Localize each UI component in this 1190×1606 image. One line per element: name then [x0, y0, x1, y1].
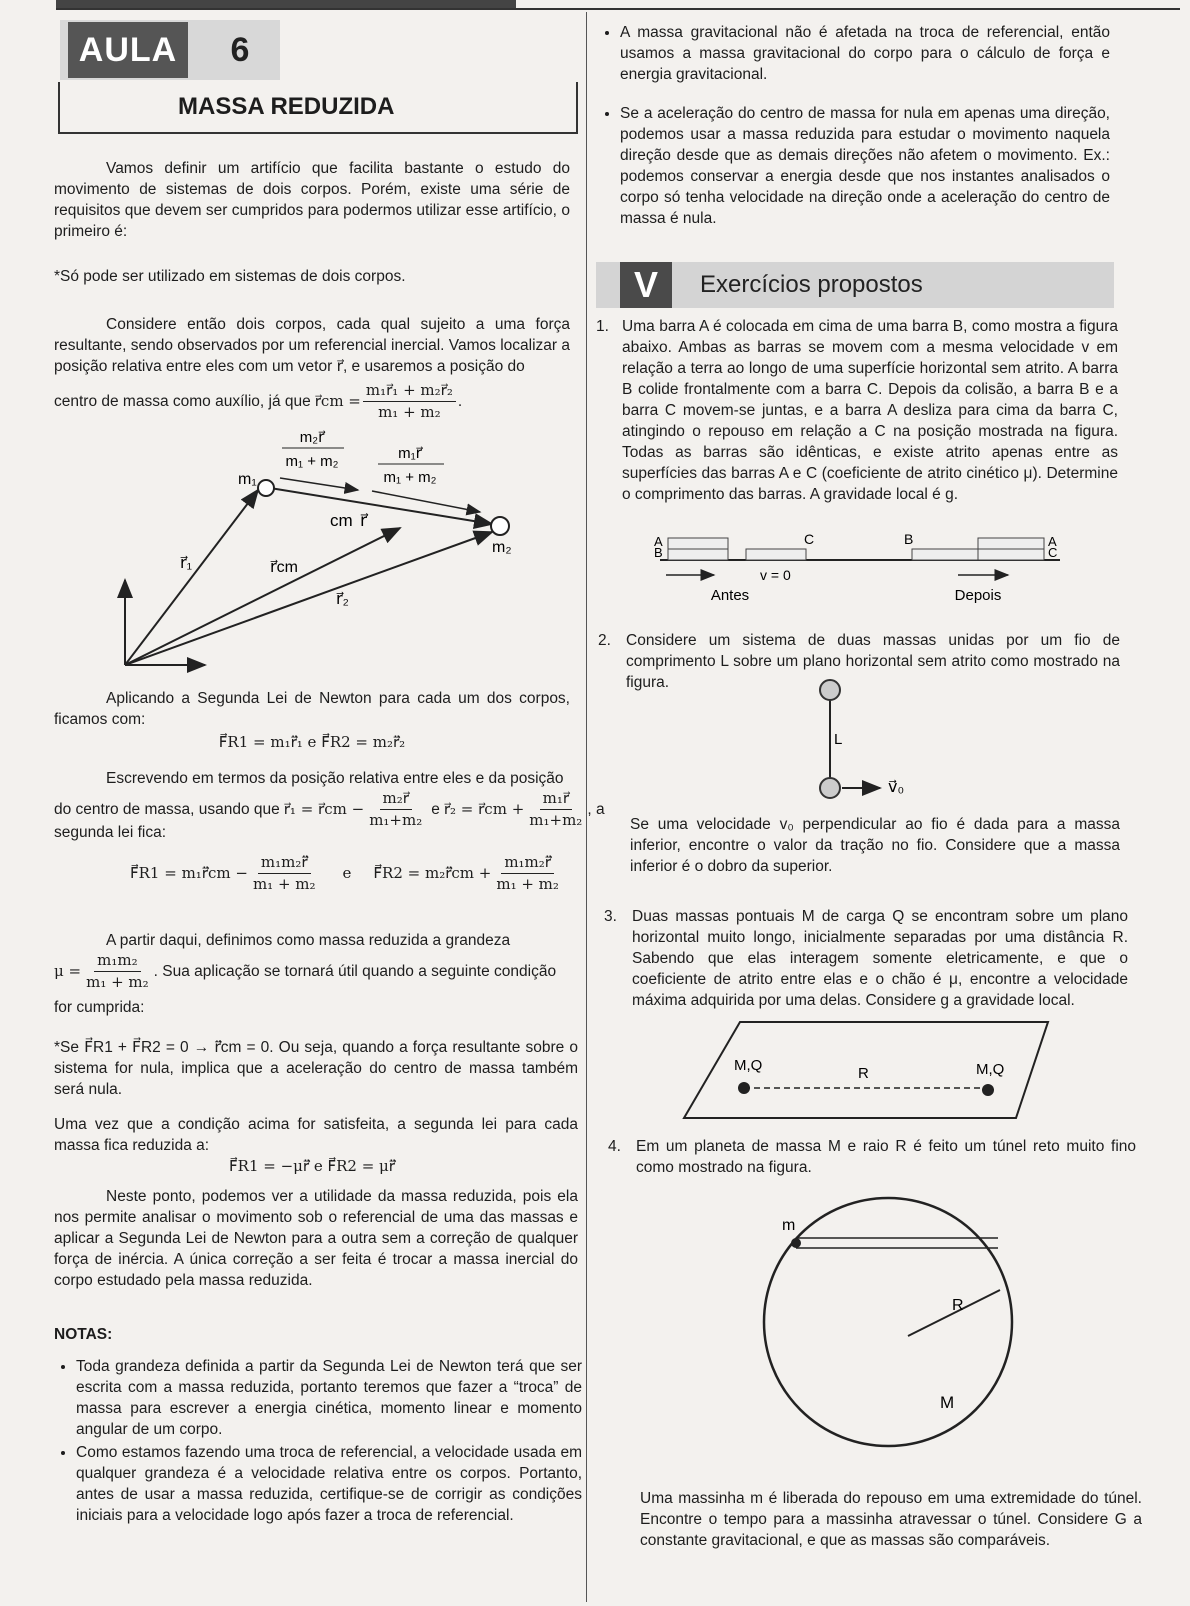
label-a-after: A: [1048, 534, 1057, 549]
bar-c-after: [978, 549, 1044, 560]
label-charge-1: M,Q: [734, 1057, 763, 1074]
bullet-item: • A massa gravitacional não é afetada na troca de referencial, então usamos a massa gravitacional do corpo para o cálculo de força e energia gravitacional.: [620, 22, 1110, 85]
small-mass: [791, 1238, 801, 1248]
aula-number: 6: [230, 30, 250, 69]
vector-diagram: [100, 420, 570, 680]
label-m2r-num: m₂r⃗: [299, 429, 325, 446]
paragraph-newton: Aplicando a Segunda Lei de Newton para cada um dos corpos, ficamos com:: [54, 690, 570, 728]
label-b-after: B: [904, 531, 914, 547]
question-2-followup: Se uma velocidade v₀ perpendicular ao fio é dada para a massa inferior, encontre o valor da tração no fio. Considere que a massa inferior é o dobro da superior.: [630, 816, 1120, 875]
equation-reduced: F⃗R1 = −μr̈⃗ e F⃗R2 = μr̈⃗: [229, 1157, 395, 1175]
label-cm: cm: [330, 511, 353, 530]
bullet-item: • Se a aceleração do centro de massa for nula em apenas uma direção, podemos usar a massa reduzida para estudar o movimento naquela direção desde que as demais direções não afetem o movimento. Ex.: podemos conservar a energia desde que nos instantes analisados o corpo só tenha velocidade na direção onde a aceleração do centro de massa é nula.: [620, 103, 1110, 229]
equation-fr-expanded: [130, 852, 570, 895]
label-charge-2: M,Q: [976, 1061, 1005, 1078]
label-m2r-den: m₁ + m₂: [285, 453, 339, 470]
intro-paragraph: Vamos definir um artifício que facilita bastante o estudo do movimento de sistemas de dois corpos. Porém, existe uma série de requisitos que devem ser cumpridos para podermos utilizar esse artifício, o primeiro é:: [54, 160, 570, 240]
label-m1r-num: m₁r⃗: [398, 445, 422, 462]
bar-b-after: [912, 549, 978, 560]
question-1-figure: [640, 524, 1080, 610]
label-depois: Depois: [954, 587, 1002, 604]
aula-label: AULA: [68, 22, 188, 78]
equation-newton: F⃗R1 = m₁r̈⃗₁ e F⃗R2 = m₂r̈⃗₂: [218, 733, 406, 751]
lower-mass: [820, 778, 840, 798]
notes-title: NOTAS:: [54, 1326, 113, 1343]
mu-fraction: [83, 950, 152, 993]
label-antes: Antes: [710, 587, 750, 604]
rcm-fraction: [363, 380, 456, 423]
rcm-lhs: r⃗cm =: [314, 392, 361, 410]
mu-text: . Sua aplicação se tornará útil quando a seguinte condição: [153, 963, 557, 980]
eq-r2-num: m₁r⃗: [540, 788, 572, 810]
label-planet-mass: M: [940, 1393, 955, 1412]
mass-2: [491, 517, 509, 535]
paragraph-writing-1: Escrevendo em termos da posição relativa entre eles e da posição: [106, 770, 564, 787]
mass-1: [258, 480, 274, 496]
label-rcm: r⃗cm: [270, 559, 298, 576]
eq-fr1-den: m₁ + m₂: [252, 875, 316, 893]
planet-circle: [764, 1198, 1012, 1446]
mu-lhs: μ =: [54, 962, 82, 980]
label-cm-r: r⃗: [360, 511, 367, 530]
label-l: L: [834, 731, 843, 748]
question-4-text: Em um planeta de massa M e raio R é feito um túnel reto muito fino como mostrado na figura.: [636, 1138, 1136, 1176]
question-2-text: Considere um sistema de duas massas unidas por um fio de comprimento L sobre um plano horizontal sem atrito como mostrado na figura.: [626, 632, 1120, 691]
upper-mass: [820, 680, 840, 700]
paragraph-reduced-mass-3: for cumprida:: [54, 999, 145, 1016]
section-title: Exercícios propostos: [700, 271, 923, 298]
question-3-number: 3.: [604, 908, 617, 925]
requirement-1: *Só pode ser utilizado em sistemas de dois corpos.: [54, 268, 406, 285]
paragraph-reduced-mass-2: [54, 950, 584, 993]
eq-fr2-lhs: F⃗R2 = m₂r̈⃗cm +: [373, 864, 492, 882]
eq-r1-den: m₁+m₂: [369, 811, 423, 829]
eq-fr2-den: m₁ + m₂: [496, 875, 559, 893]
rcm-vector: [125, 528, 400, 665]
section-check-icon: V: [620, 262, 672, 308]
label-a-before: A: [654, 534, 663, 549]
mu-num: m₁m₂: [94, 950, 140, 972]
label-small-m: m: [782, 1217, 796, 1234]
paragraph-consider: Considere então dois corpos, cada qual sujeito a uma força resultante, sendo observados por um referencial inercial. Vamos localizar a posição relativa entre eles com um vetor r⃗, e usaremos a posição do: [54, 316, 570, 375]
eq-end: , a: [587, 801, 605, 818]
question-1-number: 1.: [596, 318, 609, 335]
paragraph-reduced-law: Uma vez que a condição acima for satisfeita, a segunda lei para cada massa fica reduzida a:: [54, 1116, 578, 1154]
label-r1: r⃗₁: [180, 555, 192, 572]
mu-den: m₁ + m₂: [86, 973, 149, 991]
bar-c-before: [746, 549, 806, 560]
note-item: • Como estamos fazendo uma troca de referencial, a velocidade usada em qualquer grandeza é a velocidade relativa entre os corpos. Portanto, antes de usar a massa reduzida, certifique-se de corrigir as condições iniciais para a velocidade logo após fazer a troca de referencial.: [76, 1442, 582, 1526]
paragraph-utility: Neste ponto, podemos ver a utilidade da massa reduzida, pois ela nos permite analisar o movimento sob o referencial de uma das massas e aplicar a Segunda Lei de Newton para a outra sem a correção de qualquer força de inércia. A única correção a ser feita é trocar a massa inercial do corpo estudado pela massa reduzida.: [54, 1188, 578, 1289]
eq-r2-lhs: r⃗₂ = r⃗cm +: [443, 800, 525, 818]
m2r-arrow: [280, 478, 358, 490]
label-r2: r⃗₂: [336, 591, 349, 608]
question-1-text: Uma barra A é colocada em cima de uma barra B, como mostra a figura abaixo. Ambas as barras se movem com a mesma velocidade v em relação a terra ao longo de uma superfície horizontal sem atrito. A barra B colide frontalmente com a barra C. Depois da colisão, a barra B e a barra C movem-se juntas, e a barra A desliza para cima da barra C, atingindo o repouso em relação a C na posição mostrada na figura. Todas as barras são idênticas, e existe atrito apenas entre as superfícies das barras A e C (coeficiente de atrito cinético μ). Determine o comprimento das barras. A gravidade local é g.: [622, 318, 1118, 503]
condition-paragraph: *Se F⃗R1 + F⃗R2 = 0 → r̈⃗cm = 0. Ou seja, quando a força resultante sobre o sistema for nula, implica que a aceleração do centro de massa também será nula.: [54, 1039, 578, 1098]
eq-fr1-fraction: [250, 852, 319, 895]
top-bar: [56, 0, 516, 8]
rcm-numerator: m₁r⃗₁ + m₂r⃗₂: [363, 380, 456, 402]
label-v0-vec: v⃗₀: [888, 779, 905, 796]
eq-and-1: e: [431, 801, 440, 818]
eq-fr1-lhs: F⃗R1 = m₁r̈⃗cm −: [130, 864, 248, 882]
label-c-before: C: [804, 531, 815, 547]
bar-a-before: [668, 538, 728, 549]
r2-vector: [125, 532, 492, 665]
bar-b-before: [668, 549, 728, 560]
eq-r1-lhs: r⃗₁ = r⃗cm −: [283, 800, 365, 818]
label-r-distance: R: [858, 1065, 869, 1082]
rcm-line-text: centro de massa como auxílio, já que: [54, 393, 311, 410]
rcm-line: centro de massa como auxílio, já que r⃗cm = $\frac{\text{m₁r⃗₁ + m₂r⃗₂}}{\text{m₁ + m₂}}$ .: [54, 381, 463, 421]
eq-fr2-num: m₁m₂r̈⃗: [501, 852, 554, 874]
label-b-before: B: [654, 545, 663, 560]
eq-fr1-num: m₁m₂r̈⃗: [258, 852, 311, 874]
question-2-number: 2.: [598, 632, 611, 649]
eq-r1-num: m₂r⃗: [380, 788, 412, 810]
label-radius: R: [952, 1297, 964, 1314]
label-m1r-den: m₁ + m₂: [383, 469, 437, 486]
rcm-denominator: m₁ + m₂: [378, 403, 441, 421]
paragraph-reduced-mass-1: A partir daqui, definimos como massa reduzida a grandeza: [106, 932, 511, 949]
page-title: MASSA REDUZIDA: [58, 82, 578, 134]
right-bullets: [598, 22, 1110, 231]
label-m1: m₁: [238, 471, 257, 488]
eq-r2-den: m₁+m₂: [529, 811, 583, 829]
charge-1: [738, 1082, 750, 1094]
top-rule: [56, 8, 1180, 10]
question-4-followup: Uma massinha m é liberada do repouso em uma extremidade do túnel. Encontre o tempo para a massinha atravessar o túnel. Considere G a constante gravitacional, e que as massas são comparáveis.: [640, 1490, 1142, 1549]
note-item: • Toda grandeza definida a partir da Segunda Lei de Newton terá que ser escrita com a massa reduzida, portanto teremos que fazer a “troca” de massa para escrever a energia cinética, momento linear e momento angular de um corpo.: [76, 1356, 582, 1440]
r1-vector: [125, 490, 258, 665]
question-3-text: Duas massas pontuais M de carga Q se encontram sobre um plano horizontal muito longo, inicialmente separadas por uma distância R. Sabendo que elas interagem somente eletricamente, e que o coeficiente de atrito entre elas e o chão é μ, encontre a velocidade máxima adquirida por uma delas. Considere g a gravidade local.: [632, 908, 1128, 1009]
question-4-number: 4.: [608, 1138, 621, 1155]
label-m2: m₂: [492, 539, 512, 556]
eq-and-2: e: [342, 864, 352, 882]
m1r-arrow: [372, 491, 480, 512]
label-v0: v = 0: [760, 567, 791, 583]
writing-text: do centro de massa, usando que: [54, 801, 280, 818]
notes-list: [54, 1356, 582, 1528]
question-4-figure: [760, 1190, 1020, 1450]
bar-a-after: [978, 538, 1044, 549]
eq-fr2-fraction: [493, 852, 562, 895]
question-2-figure: [800, 672, 920, 802]
paragraph-writing-3: segunda lei fica:: [54, 824, 167, 841]
question-3-figure: [680, 1016, 1060, 1124]
charge-2: [982, 1084, 994, 1096]
label-c-after: C: [1048, 545, 1058, 560]
